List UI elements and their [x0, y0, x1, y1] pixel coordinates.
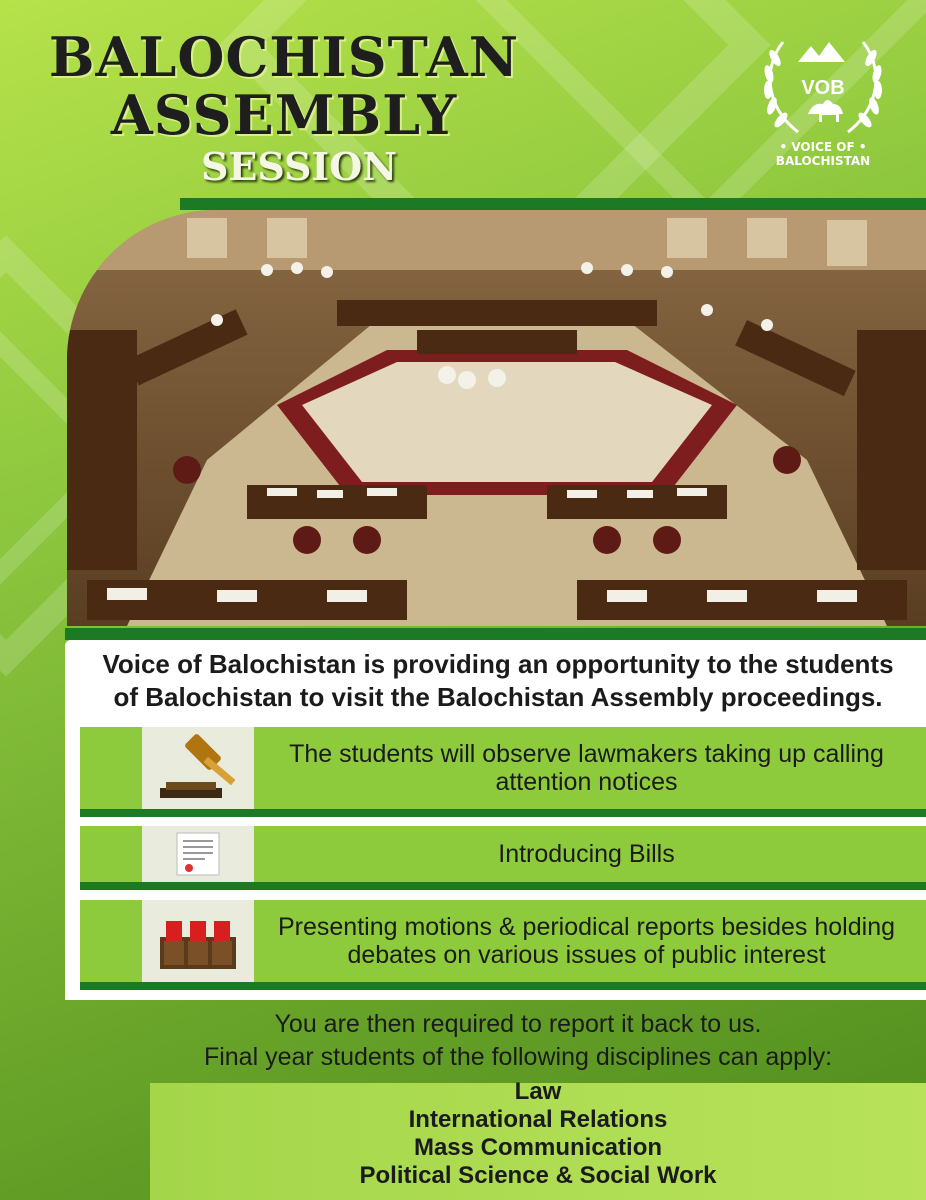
- discipline-item: Political Science & Social Work: [359, 1162, 717, 1189]
- activity-row: [80, 727, 926, 817]
- intro-line-2: of Balochistan to visit the Balochistan Assembly proceedings.: [113, 682, 883, 712]
- laurel-wreath-icon: [753, 22, 893, 144]
- activity-text: Presenting motions & periodical reports besides holding debates on various issues of public interest: [277, 913, 896, 969]
- activity-row: [80, 826, 926, 890]
- outro-line-2: Final year students of the following disciplines can apply:: [203, 1043, 833, 1071]
- outro-line-1: You are then required to report it back to us.: [274, 1010, 762, 1038]
- discipline-item: International Relations: [408, 1106, 668, 1133]
- title-line-1: BALOCHISTAN: [48, 25, 520, 89]
- vob-logo: [750, 22, 896, 172]
- document-icon: [142, 826, 254, 882]
- logo-mark: VOB: [801, 77, 845, 99]
- assembly-hall-photo: [67, 210, 926, 626]
- disciplines-list: [150, 1078, 926, 1190]
- divider-bar: [65, 628, 926, 640]
- discipline-item: Mass Communication: [413, 1134, 663, 1161]
- title-line-2: ASSEMBLY: [110, 83, 458, 147]
- intro-text: [70, 648, 926, 714]
- discipline-item: Law: [514, 1078, 562, 1105]
- ballot-box-icon: [142, 900, 254, 982]
- outro-text: [110, 1008, 926, 1074]
- poster-title: [34, 25, 534, 189]
- divider-bar: [180, 198, 926, 210]
- title-line-3: SESSION: [200, 144, 398, 189]
- activity-text: The students will observe lawmakers taking up calling attention notices: [289, 740, 884, 796]
- gavel-icon: [142, 727, 254, 809]
- intro-line-1: Voice of Balochistan is providing an opportunity to the students: [102, 649, 894, 679]
- activity-text: Introducing Bills: [498, 840, 675, 868]
- logo-caption-line-1: • VOICE OF •: [779, 140, 867, 154]
- activity-row: [80, 900, 926, 990]
- logo-caption-line-2: BALOCHISTAN: [775, 154, 871, 168]
